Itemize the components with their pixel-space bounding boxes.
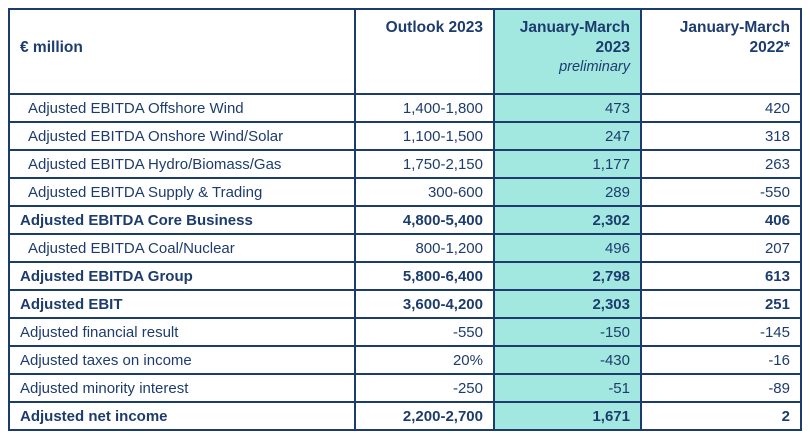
jan-mar-2022-value: 318 — [641, 122, 801, 150]
jan-mar-2022-value: 406 — [641, 206, 801, 234]
row-label: Adjusted EBITDA Core Business — [9, 206, 355, 234]
outlook-value: 5,800-6,400 — [355, 262, 494, 290]
jan-mar-2023-value: 2,302 — [494, 206, 641, 234]
financial-table — [8, 8, 802, 431]
outlook-value: 3,600-4,200 — [355, 290, 494, 318]
row-label: Adjusted minority interest — [9, 374, 355, 402]
row-label: Adjusted EBITDA Hydro/Biomass/Gas — [9, 150, 355, 178]
table-row — [9, 234, 801, 262]
outlook-value: 300-600 — [355, 178, 494, 206]
table-row — [9, 178, 801, 206]
column-header-jan-mar-2022: January-March 2022* — [641, 9, 801, 94]
jan-mar-2023-value: 247 — [494, 122, 641, 150]
jan-mar-2023-value: 1,177 — [494, 150, 641, 178]
outlook-value: 800-1,200 — [355, 234, 494, 262]
row-label: Adjusted EBITDA Offshore Wind — [9, 94, 355, 122]
jan-mar-2022-value: 207 — [641, 234, 801, 262]
jan-mar-2022-value: 263 — [641, 150, 801, 178]
row-label: Adjusted EBIT — [9, 290, 355, 318]
jan-mar-2023-value: 2,798 — [494, 262, 641, 290]
jan-mar-2023-value: -150 — [494, 318, 641, 346]
row-label: Adjusted EBITDA Supply & Trading — [9, 178, 355, 206]
jan-mar-2022-value: -145 — [641, 318, 801, 346]
unit-label: € million — [9, 9, 355, 94]
preliminary-note: preliminary — [559, 59, 630, 76]
jan-mar-2022-value: 2 — [641, 402, 801, 430]
jan-mar-2023-value: 496 — [494, 234, 641, 262]
column-header-outlook-2023: Outlook 2023 — [355, 9, 494, 94]
outlook-value: 1,100-1,500 — [355, 122, 494, 150]
row-label: Adjusted EBITDA Onshore Wind/Solar — [9, 122, 355, 150]
row-label: Adjusted financial result — [9, 318, 355, 346]
jan-mar-2023-value: -51 — [494, 374, 641, 402]
outlook-value: -550 — [355, 318, 494, 346]
table-row — [9, 318, 801, 346]
jan-mar-2023-value: 473 — [494, 94, 641, 122]
column-header-jan-mar-2023-title: January-March 2023 — [519, 19, 630, 57]
table-row — [9, 150, 801, 178]
table-row-total — [9, 290, 801, 318]
jan-mar-2023-value: 2,303 — [494, 290, 641, 318]
outlook-value: 2,200-2,700 — [355, 402, 494, 430]
row-label: Adjusted taxes on income — [9, 346, 355, 374]
table-row — [9, 374, 801, 402]
outlook-value: 1,750-2,150 — [355, 150, 494, 178]
jan-mar-2022-value: -89 — [641, 374, 801, 402]
jan-mar-2023-value: -430 — [494, 346, 641, 374]
jan-mar-2022-value: 420 — [641, 94, 801, 122]
jan-mar-2023-value: 289 — [494, 178, 641, 206]
outlook-value: 20% — [355, 346, 494, 374]
outlook-value: -250 — [355, 374, 494, 402]
table-row-total — [9, 262, 801, 290]
jan-mar-2022-value: -16 — [641, 346, 801, 374]
header-row — [9, 9, 801, 94]
jan-mar-2022-value: 251 — [641, 290, 801, 318]
table-row — [9, 346, 801, 374]
outlook-value: 1,400-1,800 — [355, 94, 494, 122]
column-header-jan-mar-2023 — [494, 9, 641, 94]
outlook-value: 4,800-5,400 — [355, 206, 494, 234]
table-row-total — [9, 206, 801, 234]
jan-mar-2023-value: 1,671 — [494, 402, 641, 430]
table-row — [9, 122, 801, 150]
jan-mar-2022-value: -550 — [641, 178, 801, 206]
table-row — [9, 94, 801, 122]
row-label: Adjusted EBITDA Coal/Nuclear — [9, 234, 355, 262]
row-label: Adjusted net income — [9, 402, 355, 430]
row-label: Adjusted EBITDA Group — [9, 262, 355, 290]
jan-mar-2022-value: 613 — [641, 262, 801, 290]
table-row-total — [9, 402, 801, 430]
